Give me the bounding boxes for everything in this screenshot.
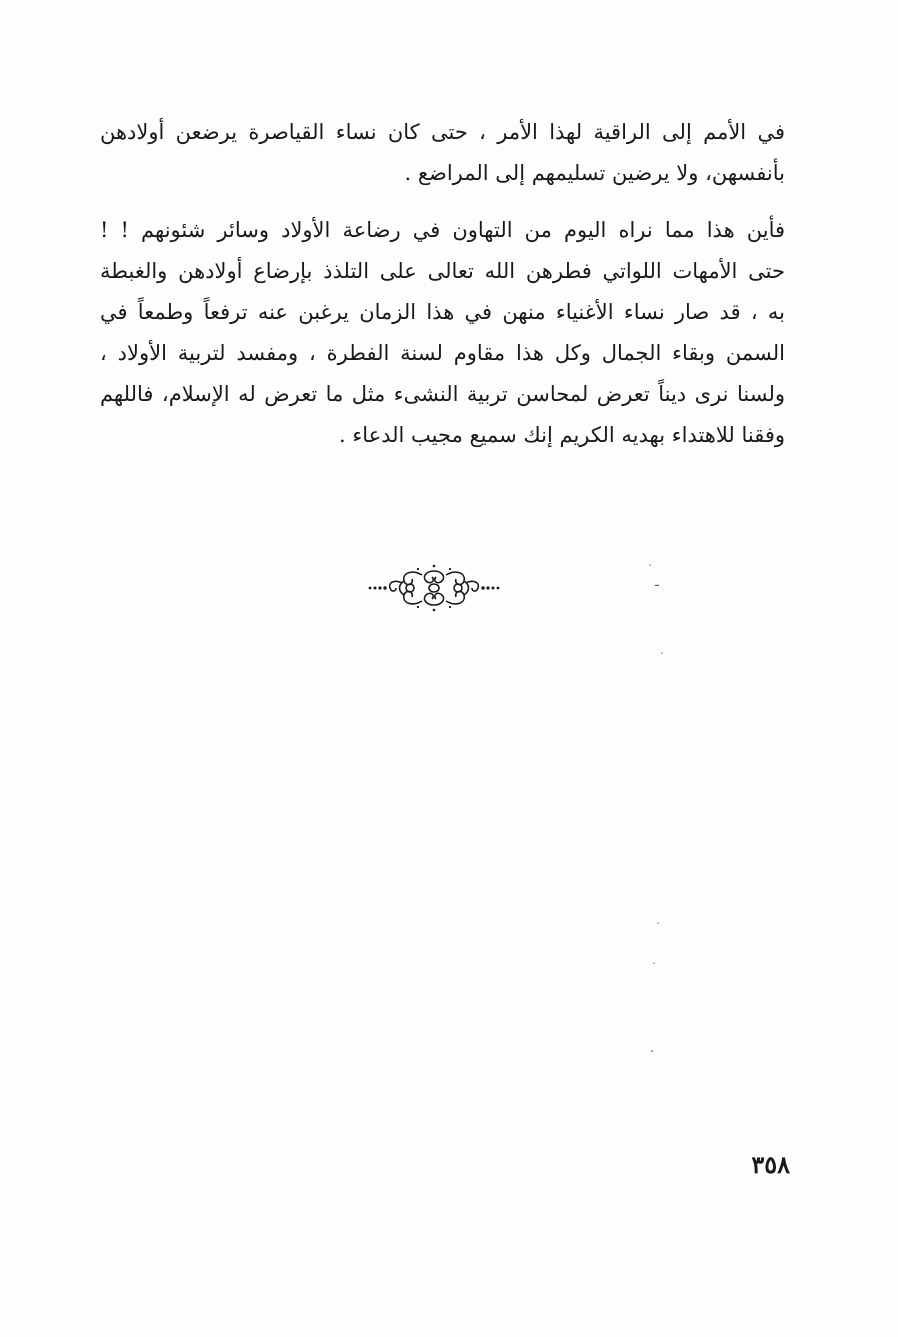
paragraph-2-line-3: به ، قد صار نساء الأغنياء منهن في هذا الزمان يرغبن عنه ترفعاً وطمعاً في <box>100 300 785 324</box>
paragraph-2-line-6: وفقنا للاهتداء بهديه الكريم إنك سميع مجيب الدعاء . <box>338 423 785 447</box>
paragraph-2-line-4: السمن وبقاء الجمال وكل هذا مقاوم لسنة الفطرة ، ومفسد لتربية الأولاد ، <box>100 341 785 365</box>
scan-speck: ـ <box>655 575 659 590</box>
scan-speck: · <box>648 559 653 574</box>
scan-speck: · <box>650 1045 655 1060</box>
scan-speck: · <box>660 647 665 662</box>
scan-speck: · <box>652 957 657 972</box>
arabesque-ornament-icon <box>366 563 502 613</box>
paragraph-2-line-2: حتى الأمهات اللواتي فطرهن الله تعالى على التلذذ بإرضاع أولادهن والغبطة <box>100 259 785 283</box>
paragraph-2-line-1: فأين هذا مما نراه اليوم من التهاون في رضاعة الأولاد وسائر شئونهم ! ! <box>100 218 785 242</box>
page-number: ٣٥٨ <box>751 1150 790 1179</box>
paragraph-1-line-1: في الأمم إلى الراقية لهذا الأمر ، حتى كان نساء القياصرة يرضعن أولادهن <box>100 120 785 144</box>
paragraph-2-line-5: ولسنا نرى ديناً تعرض لمحاسن تربية النشىء مثل ما تعرض له الإسلام، فاللهم <box>100 382 785 406</box>
paragraph-2 <box>100 210 785 456</box>
scan-speck: · <box>656 917 661 932</box>
paragraph-1 <box>100 112 785 194</box>
paragraph-1-line-2: بأنفسهن، ولا يرضين تسليمهم إلى المراضع . <box>404 161 785 185</box>
